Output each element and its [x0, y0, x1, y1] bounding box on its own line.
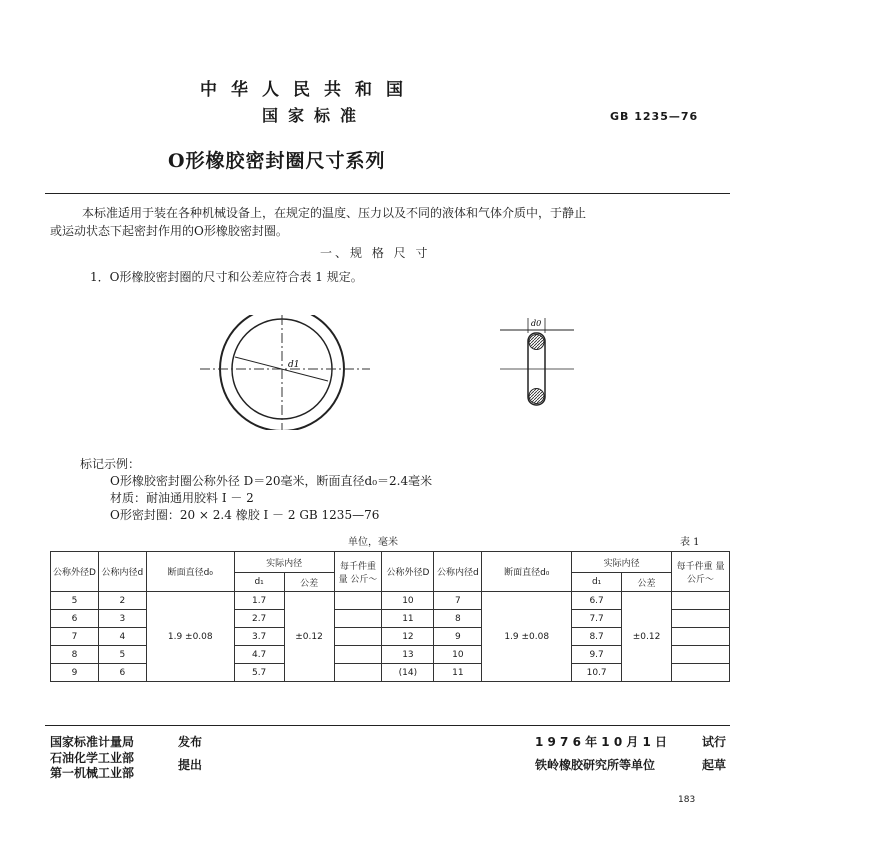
table-caption: 表 1 [680, 537, 700, 548]
example-line-3: O形密封圈：20 × 2.4 橡胶 I － 2 GB 1235—76 [110, 508, 380, 522]
cell-weight [672, 592, 730, 610]
standard-code: GB 1235—76 [610, 110, 699, 123]
standard-type: 国家标准 [262, 106, 367, 125]
propose-verb: 提出 [178, 758, 203, 772]
cell-inner: 9 [434, 628, 482, 646]
cell-tolerance-merged-2: ±0.12 [622, 592, 672, 682]
cell-weight [672, 664, 730, 682]
intro-line-1: 本标准适用于装在各种机械设备上，在规定的温度、压力以及不同的液体和气体介质中，于静止 [82, 206, 587, 220]
th-weight-2: 每千件重 量 公斤～ [672, 552, 730, 592]
cell-weight [334, 592, 382, 610]
th-section-diam-2: 断面直径d₀ [482, 552, 572, 592]
cell-outer: 8 [51, 646, 99, 664]
cell-weight [334, 664, 382, 682]
cell-weight [672, 610, 730, 628]
cell-inner: 6 [98, 664, 146, 682]
cell-outer: (14) [382, 664, 434, 682]
section-bottom-hatch [529, 389, 544, 404]
page-title: O形橡胶密封圈尺寸系列 [168, 150, 386, 172]
th-section-diam: 断面直径d₀ [146, 552, 234, 592]
cell-tolerance-merged: ±0.12 [284, 592, 334, 682]
section-item-1: 1．O形橡胶密封圈的尺寸和公差应符合表 1 规定。 [90, 270, 363, 284]
page-number: 183 [678, 795, 696, 805]
cell-inner: 5 [98, 646, 146, 664]
section-label: d0 [531, 319, 542, 328]
cell-weight [334, 646, 382, 664]
cell-d1: 1.7 [234, 592, 284, 610]
country-name: 中华人民共和国 [200, 80, 417, 100]
cell-outer: 13 [382, 646, 434, 664]
proposer-1: 石油化学工业部 [50, 751, 135, 765]
cell-weight [334, 610, 382, 628]
cell-inner: 8 [434, 610, 482, 628]
example-heading: 标记示例： [80, 457, 141, 471]
cell-d1: 5.7 [234, 664, 284, 682]
th-inner-diam: 公称内径d [98, 552, 146, 592]
cell-inner: 3 [98, 610, 146, 628]
th-d1-2: d₁ [572, 573, 622, 592]
footer-rule [45, 725, 730, 726]
cell-outer: 11 [382, 610, 434, 628]
th-actual-inner-2: 实际内径 [572, 552, 672, 573]
th-outer-diam: 公称外径D [51, 552, 99, 592]
proposer-2: 第一机械工业部 [50, 766, 135, 780]
drafter: 铁岭橡胶研究所等单位 [535, 758, 656, 772]
ring-label: d1 [288, 360, 300, 370]
issue-verb: 发布 [178, 735, 203, 749]
cell-weight [672, 646, 730, 664]
cell-outer: 12 [382, 628, 434, 646]
cell-d1: 2.7 [234, 610, 284, 628]
draft-verb: 起草 [702, 758, 727, 772]
cell-d1: 7.7 [572, 610, 622, 628]
th-tolerance: 公差 [284, 573, 334, 592]
cell-inner: 10 [434, 646, 482, 664]
cell-d1: 8.7 [572, 628, 622, 646]
example-line-1: O形橡胶密封圈公称外径 D＝20毫米，断面直径d₀＝2.4毫米 [110, 474, 433, 488]
th-tolerance-2: 公差 [622, 573, 672, 592]
cell-outer: 5 [51, 592, 99, 610]
cell-inner: 7 [434, 592, 482, 610]
th-weight: 每千件重 量 公斤～ [334, 552, 382, 592]
cell-d1: 3.7 [234, 628, 284, 646]
example-line-2: 材质：耐油通用胶料 I － 2 [110, 491, 254, 505]
cell-d1: 6.7 [572, 592, 622, 610]
th-d1: d₁ [234, 573, 284, 592]
th-actual-inner: 实际内径 [234, 552, 334, 573]
section-heading: 一、规 格 尺 寸 [320, 246, 431, 260]
cell-weight [672, 628, 730, 646]
cell-weight [334, 628, 382, 646]
section-top-hatch [529, 335, 544, 350]
trial-date: 1 9 7 6 年 1 0 月 1 日 [535, 735, 668, 749]
title-rule [45, 193, 730, 194]
cell-inner: 11 [434, 664, 482, 682]
cell-inner: 4 [98, 628, 146, 646]
spec-table [50, 551, 730, 682]
cell-d1: 9.7 [572, 646, 622, 664]
cell-d1: 10.7 [572, 664, 622, 682]
th-inner-diam-2: 公称内径d [434, 552, 482, 592]
th-outer-diam-2: 公称外径D [382, 552, 434, 592]
intro-line-2: 或运动状态下起密封作用的O形橡胶密封圈。 [50, 224, 288, 238]
trial-label: 试行 [702, 735, 727, 749]
cell-outer: 6 [51, 610, 99, 628]
cell-outer: 7 [51, 628, 99, 646]
cell-d1: 4.7 [234, 646, 284, 664]
cell-outer: 9 [51, 664, 99, 682]
cell-section-merged-2: 1.9 ±0.08 [482, 592, 572, 682]
cell-outer: 10 [382, 592, 434, 610]
cell-inner: 2 [98, 592, 146, 610]
cell-section-merged: 1.9 ±0.08 [146, 592, 234, 682]
table-unit: 单位，毫米 [348, 537, 398, 548]
oring-figure [200, 315, 380, 430]
issuer: 国家标准计量局 [50, 735, 135, 749]
table-row [51, 592, 730, 610]
section-figure [498, 313, 578, 408]
